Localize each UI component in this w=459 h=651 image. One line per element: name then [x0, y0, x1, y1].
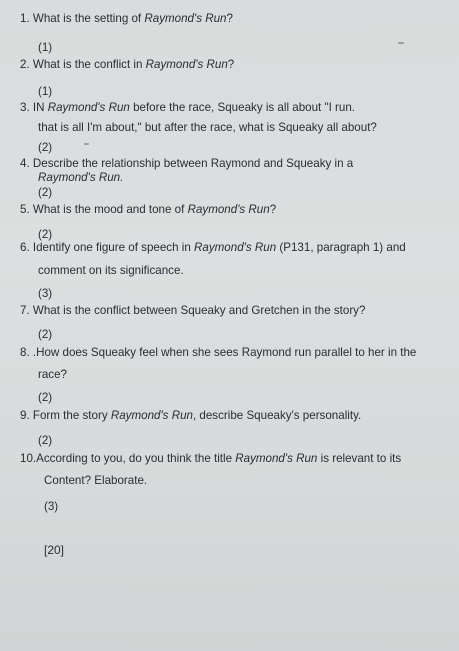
question-10-mark: (3): [44, 500, 59, 513]
question-8-text-line-2: race?: [38, 368, 68, 381]
question-3-text-line-2: that is all I'm about," but after the race, what is Squeaky all about?: [38, 121, 377, 134]
story-title: Raymond's Run: [145, 58, 228, 71]
question-4-text-line-1: 4. Describe the relationship between Raymond and Squeaky in a: [20, 157, 354, 170]
question-9-text: 9. Form the story Raymond's Run, describe Squeaky's personality.: [20, 409, 362, 422]
story-title: Raymond's Run: [144, 12, 227, 25]
question-10-text-line-1: 10.According to you, do you think the title Raymond's Run is relevant to its: [20, 452, 402, 465]
story-title: Raymond's Run: [194, 241, 277, 254]
question-6-text-line-2: comment on its significance.: [38, 264, 184, 277]
question-9-mark: (2): [38, 434, 53, 447]
question-2-mark: (1): [38, 85, 53, 98]
question-6-mark: (3): [38, 287, 53, 300]
question-6-text-line-1: 6. Identify one figure of speech in Raymond's Run (P131, paragraph 1) and: [20, 241, 406, 254]
question-1-text: 1. What is the setting of Raymond's Run?: [20, 12, 233, 25]
story-title: Raymond's Run: [235, 452, 318, 465]
question-3-text-line-1: 3. IN Raymond's Run before the race, Squeaky is all about "I run.: [20, 101, 356, 114]
question-5-text: 5. What is the mood and tone of Raymond's Run?: [20, 203, 277, 216]
question-1-mark: (1): [38, 41, 53, 54]
question-7-text: 7. What is the conflict between Squeaky and Gretchen in the story?: [20, 304, 366, 317]
story-title: Raymond's Run: [47, 101, 130, 114]
question-2-text: 2. What is the conflict in Raymond's Run?: [20, 58, 235, 71]
total-marks: [20]: [44, 543, 65, 557]
question-7-mark: (2): [38, 328, 53, 341]
question-8-text-line-1: 8. .How does Squeaky feel when she sees Raymond run parallel to her in the: [20, 346, 417, 359]
question-4-text-line-2: Raymond's Run.: [38, 171, 124, 184]
question-8-mark: (2): [38, 391, 53, 404]
story-title: Raymond's Run: [187, 203, 270, 216]
paper-speck: [84, 143, 89, 145]
question-5-mark: (2): [38, 228, 53, 241]
question-10-text-line-2: Content? Elaborate.: [44, 474, 148, 487]
paper-speck: [398, 42, 404, 44]
question-3-mark: (2): [38, 141, 53, 154]
story-title: Raymond's Run: [110, 409, 193, 422]
question-4-mark: (2): [38, 186, 53, 199]
